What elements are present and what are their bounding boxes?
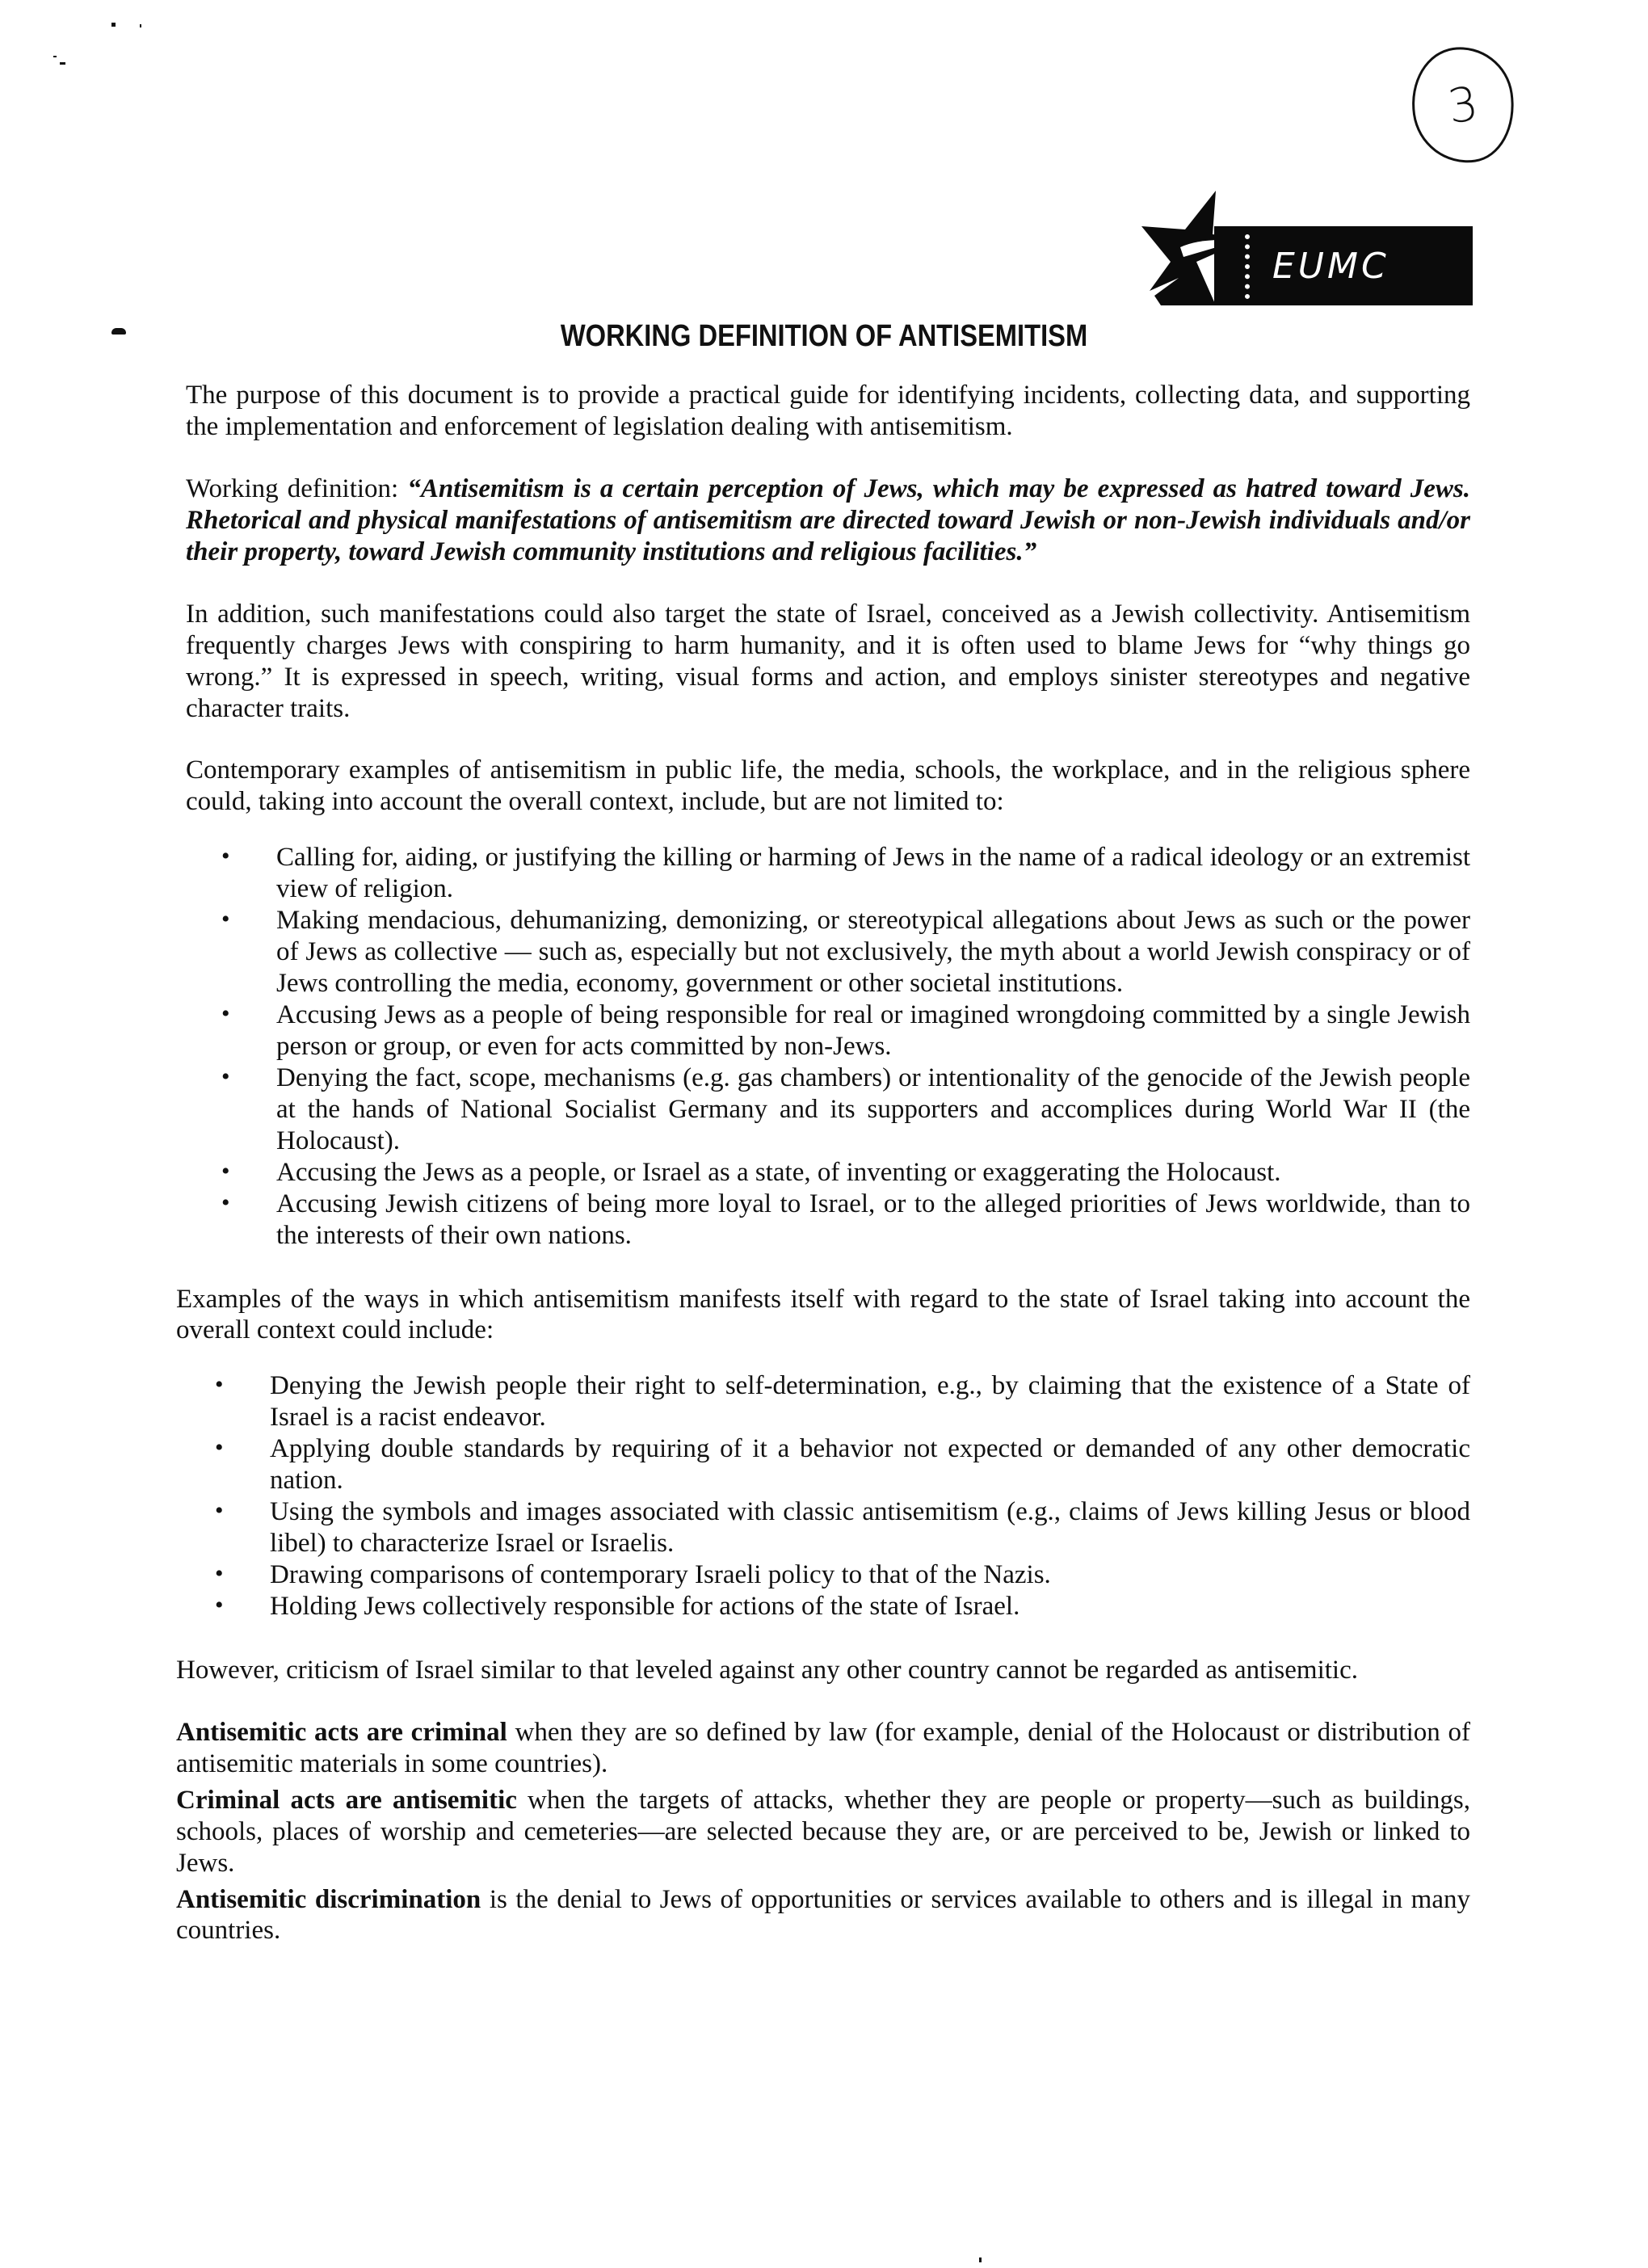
definition-antisemitic-acts xyxy=(176,1785,1470,1879)
bullet-icon: • xyxy=(221,906,230,933)
list-item xyxy=(221,999,1470,1062)
list-item-text: Accusing the Jews as a people, or Israel as a state, of inventing or exaggerating the Holocaust. xyxy=(276,1157,1281,1187)
list-item-text: Accusing Jews as a people of being responsible for real or imagined wrongdoing committed by a single Jewish person or group, or even for acts committed by non-Jews. xyxy=(276,1000,1470,1061)
definition-text: when the targets of attacks, whether they are people or property—such as buildings, schools, places of worship and cemeteries—are selected because they are, or are perceived to be, Jewish or linked to Jews. xyxy=(176,1785,1470,1878)
document-title: WORKING DEFINITION OF ANTISEMITISM xyxy=(560,319,1088,353)
list-item-text: Drawing comparisons of contemporary Israeli policy to that of the Nazis. xyxy=(270,1560,1051,1589)
working-definition-label: Working definition: xyxy=(186,473,408,503)
working-definition-paragraph xyxy=(186,473,1470,568)
israel-examples-list xyxy=(186,1370,1470,1622)
handwritten-page-number xyxy=(1405,40,1522,170)
list-item-text: Calling for, aiding, or justifying the killing or harming of Jews in the name of a radical ideology or an extremist view of religion. xyxy=(276,843,1470,904)
definition-discrimination xyxy=(176,1884,1470,1947)
bullet-icon: • xyxy=(221,1000,230,1027)
bullet-icon: • xyxy=(221,1062,230,1090)
definition-text: when they are so defined by law (for example, denial of the Holocaust or distribution of antisemitic materials in some countries). xyxy=(176,1717,1470,1778)
list-item xyxy=(215,1591,1470,1622)
however-paragraph: However, criticism of Israel similar to that leveled against any other country cannot be regarded as antisemitic. xyxy=(176,1655,1358,1685)
list-item xyxy=(221,842,1470,905)
working-definition-quote: “Antisemitism is a certain perception of Jews, which may be expressed as hatred toward Jews. Rhetorical and physical manifestations of antisemitism are directed toward Jewish or non-Jewish individuals and/or their property, toward Jewish community institutions and religious facilities.” xyxy=(186,473,1470,566)
definitions-section xyxy=(176,1717,1470,1947)
list-item xyxy=(215,1496,1470,1559)
list-item-text: Accusing Jewish citizens of being more loyal to Israel, or to the alleged priorities of Jews worldwide, than to the interests of their own nations. xyxy=(276,1189,1470,1250)
definition-term: Antisemitic acts are criminal xyxy=(176,1717,507,1747)
bullet-icon: • xyxy=(215,1434,224,1462)
list-item xyxy=(215,1559,1470,1591)
definition-term: Antisemitic discrimination xyxy=(176,1884,481,1914)
list-item xyxy=(221,1189,1470,1252)
logo-text: EUMC xyxy=(1272,245,1389,287)
eumc-logo xyxy=(1135,184,1474,313)
bullet-icon: • xyxy=(215,1371,224,1399)
page-number-text: 3 xyxy=(1444,75,1482,135)
scan-speck xyxy=(60,62,65,65)
list-item xyxy=(215,1433,1470,1496)
bullet-icon: • xyxy=(215,1591,224,1618)
definition-criminal-acts xyxy=(176,1717,1470,1780)
list-item-text: Making mendacious, dehumanizing, demonizing, or stereotypical allegations about Jews as such or the power of Jews as collective — such as, especially but not exclusively, the myth about a world Jewish conspiracy or of Jews controlling the media, economy, government or other societal institutions. xyxy=(276,906,1470,999)
contemporary-examples-intro: Contemporary examples of antisemitism in public life, the media, schools, the workplace, and in the religious sphere could, taking into account the overall context, include, but are not limited to: xyxy=(186,755,1470,817)
bullet-icon: • xyxy=(221,1189,230,1216)
bullet-icon: • xyxy=(215,1497,224,1525)
definition-text: is the denial to Jews of opportunities or services available to others and is illegal in many countries. xyxy=(176,1884,1470,1946)
scan-speck xyxy=(53,56,57,57)
scan-speck xyxy=(140,24,141,27)
intro-paragraph: The purpose of this document is to provide a practical guide for identifying incidents, collecting data, and supporting the implementation and enforcement of legislation dealing with antisemitism. xyxy=(186,381,1470,441)
definition-term: Criminal acts are antisemitic xyxy=(176,1785,517,1815)
contemporary-examples-list xyxy=(186,842,1470,1251)
list-item-text: Holding Jews collectively responsible for actions of the state of Israel. xyxy=(270,1591,1020,1621)
list-item-text: Denying the Jewish people their right to self-determination, e.g., by claiming that the existence of a State of Israel is a racist endeavor. xyxy=(270,1371,1470,1433)
list-item-text: Applying double standards by requiring of it a behavior not expected or demanded of any other democratic nation. xyxy=(270,1434,1470,1496)
in-addition-paragraph: In addition, such manifestations could also target the state of Israel, conceived as a Jewish collectivity. Antisemitism frequently charges Jews with conspiring to harm humanity, and it is often used to blame Jews for “why things go wrong.” It is expressed in speech, writing, visual forms and action, and employs sinister stereotypes and negative character traits. xyxy=(186,599,1470,723)
list-item xyxy=(215,1370,1470,1433)
list-item xyxy=(221,1062,1470,1157)
list-item-text: Denying the fact, scope, mechanisms (e.g. gas chambers) or intentionality of the genocide of the Jewish people at the hands of National Socialist Germany and its supporters and accomplices during World War II (the Holocaust). xyxy=(276,1062,1470,1155)
scan-speck xyxy=(111,23,116,27)
document-body xyxy=(176,380,1470,1951)
israel-examples-intro: Examples of the ways in which antisemitism manifests itself with regard to the state of Israel taking into account the overall context could include: xyxy=(176,1284,1470,1345)
scan-speck xyxy=(979,2257,982,2262)
logo-dots-icon xyxy=(1245,234,1255,299)
bullet-icon: • xyxy=(215,1560,224,1587)
bullet-icon: • xyxy=(221,1157,230,1184)
bullet-icon: • xyxy=(221,843,230,870)
list-item xyxy=(221,905,1470,999)
list-item xyxy=(221,1157,1470,1189)
list-item-text: Using the symbols and images associated with classic antisemitism (e.g., claims of Jews killing Jesus or blood libel) to characterize Israel or Israelis. xyxy=(270,1497,1470,1559)
